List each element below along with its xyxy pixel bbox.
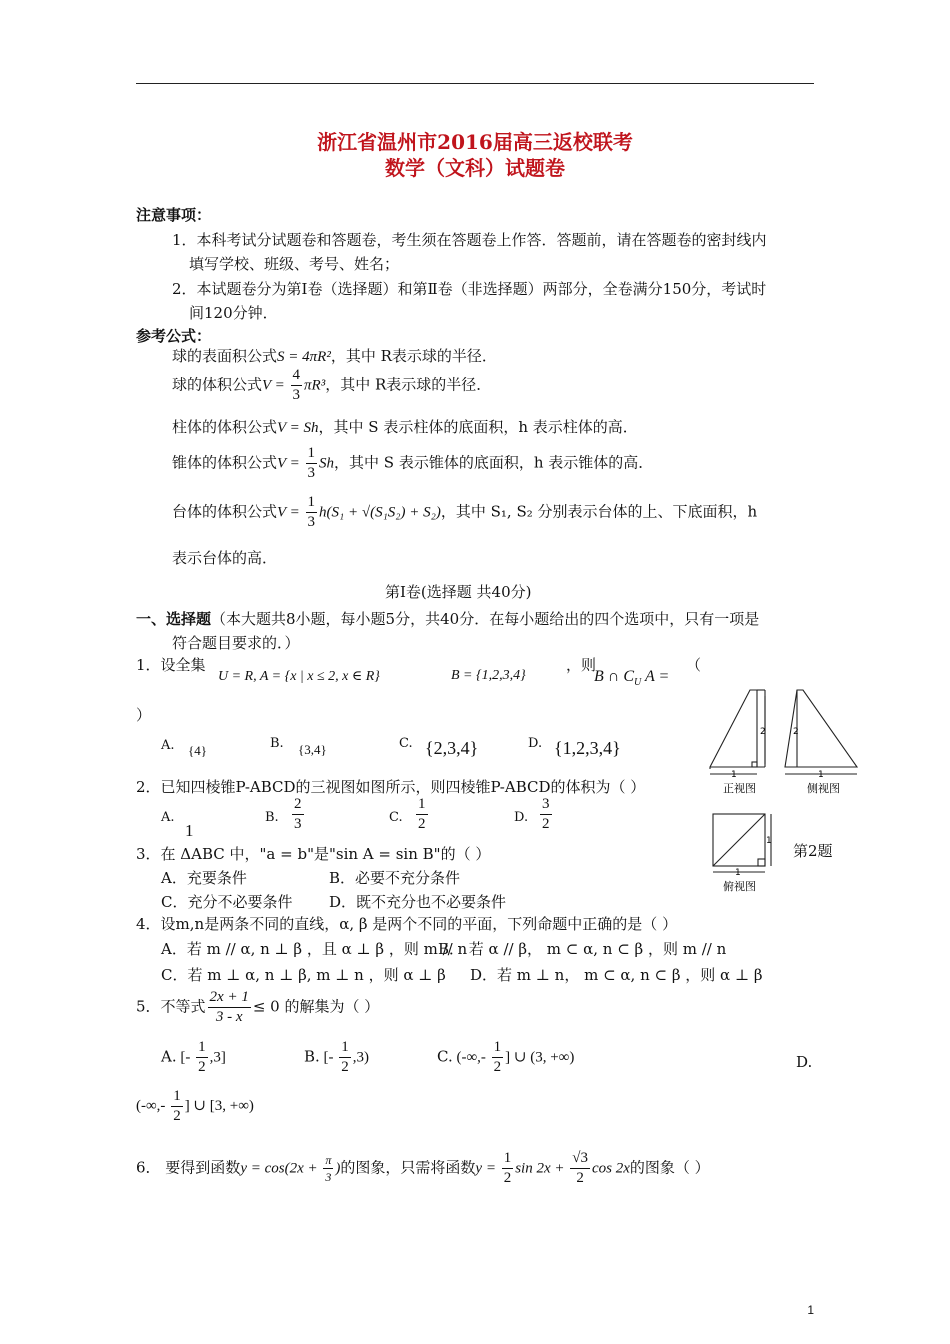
front-dim-1: 1 — [731, 770, 737, 780]
q1-then: ，则 — [566, 656, 597, 674]
q1-option-b: {3,4} — [298, 742, 327, 757]
q2-option-d: $\frac{3}{2}$ — [542, 796, 550, 832]
notice-heading: 注意事项： — [136, 206, 212, 224]
q1-paren-close: ） — [136, 706, 152, 724]
page-number: 1 — [807, 1303, 814, 1317]
notice-item-1b: 填写学校、班级、考号、姓名； — [189, 255, 400, 273]
front-view — [710, 690, 765, 774]
top-view-label: 俯视图 — [723, 880, 756, 893]
formula-cone-volume: 锥体的体积公式V = $\frac{1}{3}$ Sh，其中 S 表示锥体的底面积，h 表示锥体的高． — [172, 445, 654, 481]
section-header: 第Ⅰ卷(选择题 共40分) — [385, 583, 532, 601]
top-rule — [136, 83, 814, 84]
side-dim-2: 2 — [793, 727, 799, 737]
q1-option-a-label: A. — [161, 738, 175, 753]
q3-option-c: C．充分不必要条件 — [161, 893, 293, 911]
q2-option-b-label: B. — [265, 810, 279, 825]
q1-paren-open: （ — [686, 656, 702, 674]
formula-sphere-area: 球的表面积公式S = 4πR²，其中 R表示球的半径． — [172, 347, 497, 365]
q4-stem: 4．设m,n是两条不同的直线，α, β 是两个不同的平面，下列命题中正确的是（ ） — [136, 915, 678, 933]
section-title: 一、选择题（本大题共8小题，每小题5分，共40分．在每小题给出的四个选项中，只有一项是 — [136, 610, 760, 628]
formula-heading: 参考公式： — [136, 327, 212, 345]
three-view-figure — [705, 686, 865, 898]
q2-option-a-label: A. — [161, 810, 175, 825]
q5-option-d: (-∞,- $\frac{1}{2}$ ] ∪ [3, +∞) — [136, 1088, 254, 1124]
q1-option-c: {2,3,4} — [425, 738, 479, 758]
front-dim-2: 2 — [760, 727, 766, 737]
q3-option-b: B．必要不充分条件 — [329, 869, 461, 887]
formula-prism-volume: 柱体的体积公式V = Sh，其中 S 表示柱体的底面积，h 表示柱体的高． — [172, 418, 638, 436]
q1-set-u: U = R, A = {x | x ≤ 2, x ∈ R} — [218, 669, 380, 684]
q5-stem: 5．不等式 $\frac{2x + 1}{3 - x}$ ≤ 0 的解集为（ ） — [136, 989, 380, 1025]
title-line-2: 数学（文科）试题卷 — [385, 156, 565, 180]
q4-option-b: B． 若 α // β， m ⊂ α, n ⊂ β ，则 m // n — [438, 940, 727, 958]
q5-option-c: C. (-∞,- $\frac{1}{2}$ ] ∪ (3, +∞) — [437, 1039, 575, 1075]
q2-option-c-label: C. — [389, 810, 403, 825]
q2-option-c: $\frac{1}{2}$ — [418, 796, 426, 832]
top-dim-1-vertical: 1 — [766, 836, 772, 846]
q1-stem: 1．设全集 — [136, 656, 206, 674]
section-title-cont: 符合题目要求的．） — [172, 634, 300, 652]
q1-set-b: B = {1,2,3,4} — [451, 668, 526, 683]
title-line-1: 浙江省温州市2016届高三返校联考 — [317, 130, 633, 154]
q2-option-a: 1 — [185, 821, 194, 840]
top-view — [713, 814, 771, 872]
notice-item-1a: 1．本科考试分试题卷和答题卷，考生须在答题卷上作答．答题前，请在答题卷的密封线内 — [172, 231, 767, 249]
q5-option-b: B. [- $\frac{1}{2}$ ,3) — [304, 1039, 370, 1075]
q3-stem: 3．在 ΔABC 中，"a = b"是"sin A = sin B"的（ ） — [136, 845, 491, 863]
q4-option-c: C．若 m ⊥ α, n ⊥ β, m ⊥ n ，则 α ⊥ β — [161, 966, 446, 984]
q2-option-b: $\frac{2}{3}$ — [294, 796, 302, 832]
q3-option-a: A．充要条件 — [161, 869, 247, 887]
q1-expr: B ∩ $C_U$ A = — [594, 668, 670, 689]
q1-option-c-label: C. — [399, 736, 413, 751]
notice-item-2b: 间120分钟． — [189, 304, 278, 322]
q1-option-d: {1,2,3,4} — [554, 738, 621, 758]
q2-figure-label: 第2题 — [793, 842, 833, 860]
q3-option-d: D．既不充分也不必要条件 — [329, 893, 507, 911]
q1-option-d-label: D. — [528, 736, 543, 751]
q5-option-a: A. [- $\frac{1}{2}$ ,3] — [161, 1039, 226, 1075]
front-view-label: 正视图 — [723, 782, 756, 795]
q4-option-d: D．若 m ⊥ n， m ⊂ α, n ⊂ β ，则 α ⊥ β — [470, 966, 763, 984]
q4-option-a: A．若 m // α, n ⊥ β ，且 α ⊥ β ，则 m // n — [161, 940, 468, 958]
top-dim-1-horizontal: 1 — [735, 868, 741, 878]
formula-sphere-volume: 球的体积公式V = $\frac{4}{3}$ πR³，其中 R表示球的半径． — [172, 367, 492, 403]
q1-option-b-label: B. — [270, 736, 284, 751]
q2-stem: 2．已知四棱锥P-ABCD的三视图如图所示，则四棱锥P-ABCD的体积为（ ） — [136, 778, 646, 796]
q2-option-d-label: D. — [514, 810, 529, 825]
notice-item-2a: 2．本试题卷分为第Ⅰ卷（选择题）和第Ⅱ卷（非选择题）两部分，全卷满分150分，考试时 — [172, 280, 767, 298]
formula-frustum-volume: 台体的体积公式V = $\frac{1}{3}$ h(S₁ + √(S₁S₂) + S₂)，其中 S₁, S₂ 分别表示台体的上、下底面积，h — [172, 494, 758, 530]
q6-stem: 6． 要得到函数y = cos(2x + $\frac{\pi}{3}$ )的图象，只需将函数y = $\frac{1}{2}$ sin 2x + $\frac{√3}{2}$ cos 2x的图象（ ） — [136, 1150, 710, 1186]
formula-frustum-cont: 表示台体的高． — [172, 549, 278, 567]
q5-option-d-label: D. — [796, 1053, 813, 1071]
side-dim-1: 1 — [818, 770, 824, 780]
side-view-label: 侧视图 — [807, 782, 840, 795]
q1-option-a: {4} — [188, 743, 207, 758]
